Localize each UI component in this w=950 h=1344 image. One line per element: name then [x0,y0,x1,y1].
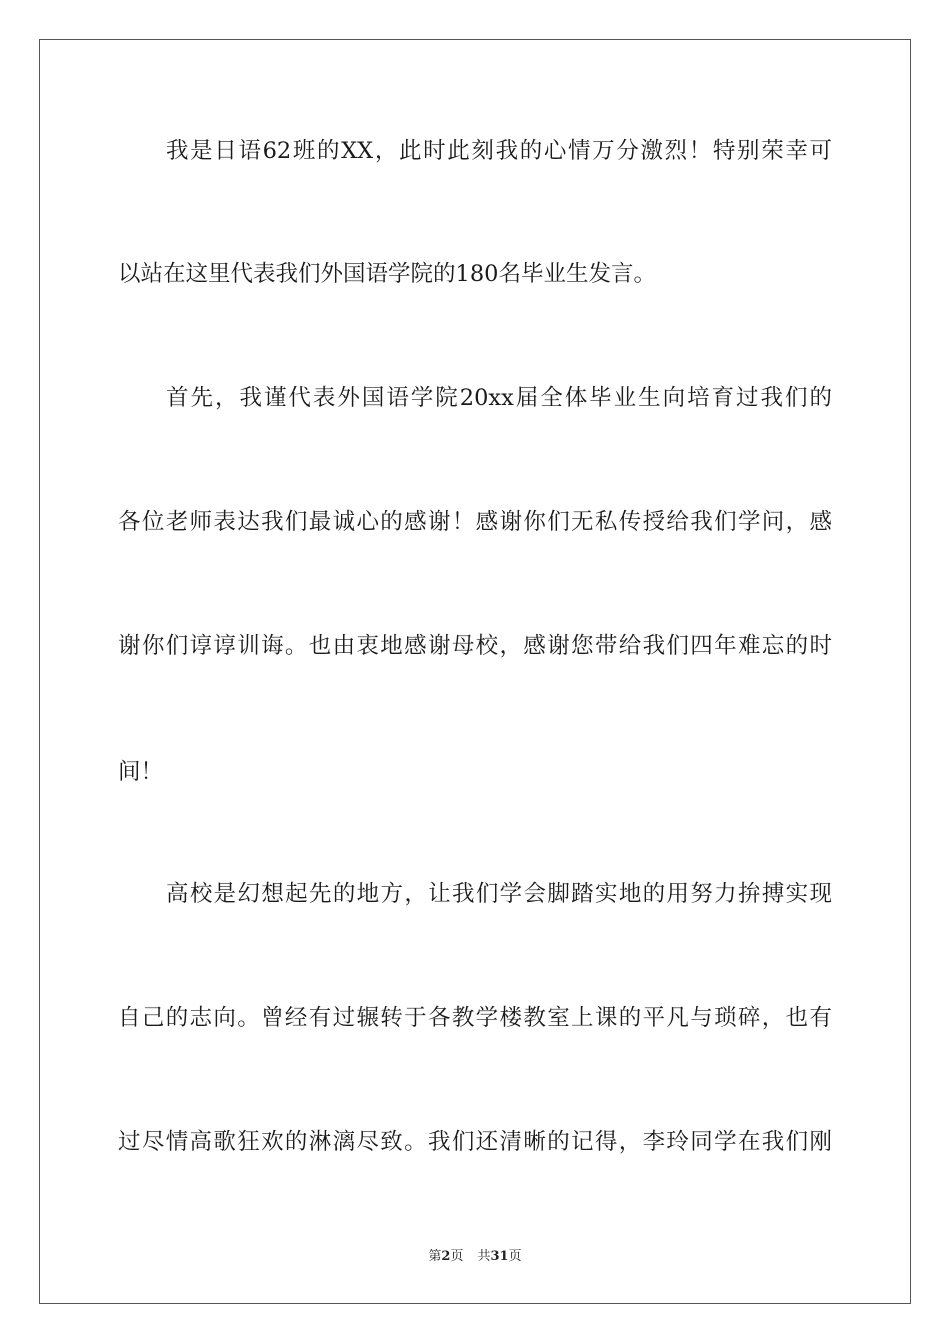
page-border [39,39,911,1304]
total-suffix: 页 [508,1249,522,1264]
page-number: 2 [441,1249,451,1264]
paragraph-2-line-4: 间！ [118,759,164,785]
total-pages: 31 [490,1249,509,1264]
total-prefix: 共 [477,1249,491,1264]
paragraph-2-line-3: 谢你们谆谆训诲。也由衷地感谢母校，感谢您带给我们四年难忘的时 [118,633,832,659]
paragraph-2-line-2: 各位老师表达我们最诚心的感谢！感谢你们无私传授给我们学问，感 [118,509,832,535]
paragraph-1-line-1: 我是日语62班的XX，此时此刻我的心情万分激烈！特别荣幸可 [166,138,832,164]
page-footer [0,1248,950,1266]
page-suffix: 页 [450,1249,464,1264]
paragraph-3-line-1: 高校是幻想起先的地方，让我们学会脚踏实地的用努力拚搏实现 [166,881,832,907]
paragraph-1-line-2: 以站在这里代表我们外国语学院的180名毕业生发言。 [118,261,656,287]
paragraph-3-line-3: 过尽情高歌狂欢的淋漓尽致。我们还清晰的记得，李玲同学在我们刚 [118,1129,832,1155]
page-prefix: 第 [428,1249,442,1264]
paragraph-2-line-1: 首先，我谨代表外国语学院20xx届全体毕业生向培育过我们的 [166,385,832,411]
paragraph-3-line-2: 自己的志向。曾经有过辗转于各教学楼教室上课的平凡与琐碎，也有 [118,1005,832,1031]
